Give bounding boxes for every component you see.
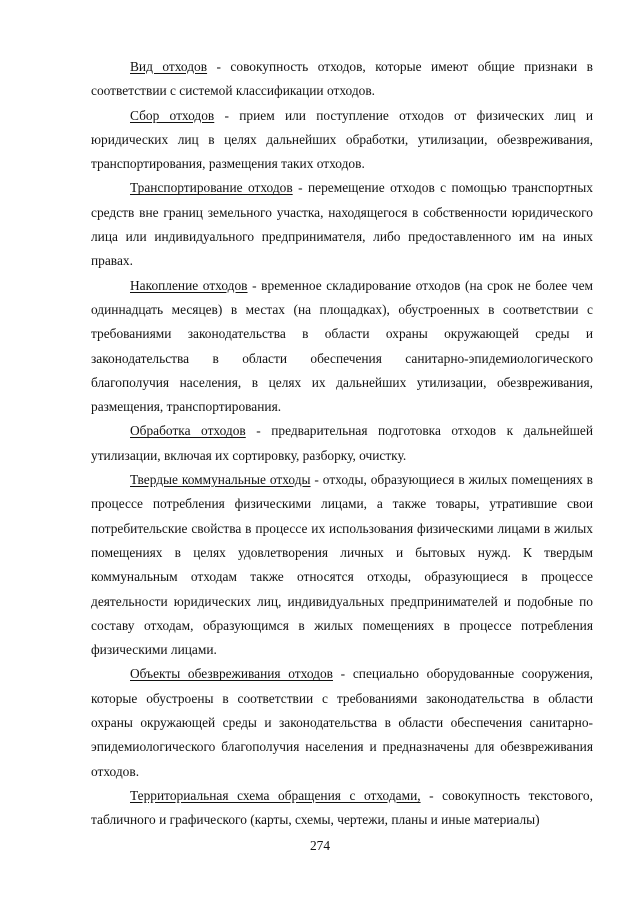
definition-text: - отходы, образующиеся в жилых помещениях в процессе потребления физическими лицами, а также товары, утратившие свои потребительские свойства в процессе их использования физическими лицами в жилых помещениях в целях удовлетворения личных и бытовых нужд. К твердым коммунальным отходам также относятся отходы, образующиеся в процессе деятельности юридических лиц, индивидуальных предпринимателей и подобные по составу отходам, образующимся в жилых помещениях в процессе потребления физическими лицами. bbox=[91, 472, 594, 658]
definition-paragraph bbox=[91, 662, 593, 783]
definition-text: - совокупность отходов, которые имеют общие признаки в соответствии с системой классификации отходов. bbox=[91, 59, 593, 99]
defined-term: Транспортирование отходов bbox=[130, 180, 293, 196]
definition-text: - предварительная подготовка отходов к дальнейшей утилизации, включая их сортировку, разборку, очистку. bbox=[91, 423, 593, 463]
defined-term: Вид отходов bbox=[130, 59, 208, 74]
page-number: 274 bbox=[309, 838, 331, 853]
defined-term: Накопление отходов bbox=[130, 277, 248, 293]
definition-paragraph bbox=[91, 176, 593, 273]
definition-paragraph bbox=[91, 419, 593, 468]
definition-paragraph bbox=[91, 104, 593, 177]
definition-text: - перемещение отходов с помощью транспортных средств вне границ земельного участка, находящегося в собственности юридического лица или индивидуального предпринимателя, либо предоставленного им на иных правах. bbox=[91, 180, 593, 269]
definition-text: - временное складирование отходов (на срок не более чем одиннадцать месяцев) в местах (на площадках), обустроенных в соответствии с требованиями законодательства в области охраны окружающей среды и законодательства в области обеспечения санитарно-эпидемиологического благополучия населения, в целях их дальнейших утилизации, обезвреживания, размещения, транспортирования. bbox=[91, 277, 593, 415]
definition-paragraph bbox=[91, 55, 593, 104]
document-page bbox=[91, 55, 593, 833]
definition-paragraph bbox=[91, 274, 593, 420]
defined-term: Объекты обезвреживания отходов bbox=[130, 666, 333, 682]
defined-term: Обработка отходов bbox=[130, 423, 246, 439]
definition-text: - совокупность текстового, табличного и графического (карты, схемы, чертежи, планы и иные материалы) bbox=[91, 787, 593, 828]
definition-paragraph bbox=[91, 784, 593, 833]
defined-term: Сбор отходов bbox=[130, 107, 215, 123]
defined-term: Территориальная схема обращения с отходами, bbox=[130, 787, 421, 803]
definition-paragraph bbox=[91, 468, 593, 662]
definition-text: - прием или поступление отходов от физических лиц и юридических лиц в целях дальнейших обработки, утилизации, обезвреживания, транспортирования, размещения таких отходов. bbox=[91, 107, 593, 172]
definition-text: - специально оборудованные сооружения, которые обустроены в соответствии с требованиями законодательства в области охраны окружающей среды и законодательства в области обеспечения санитарно-эпидемиологического благополучия населения и предназначены для обезвреживания отходов. bbox=[91, 666, 593, 779]
defined-term: Твердые коммунальные отходы bbox=[130, 472, 311, 488]
